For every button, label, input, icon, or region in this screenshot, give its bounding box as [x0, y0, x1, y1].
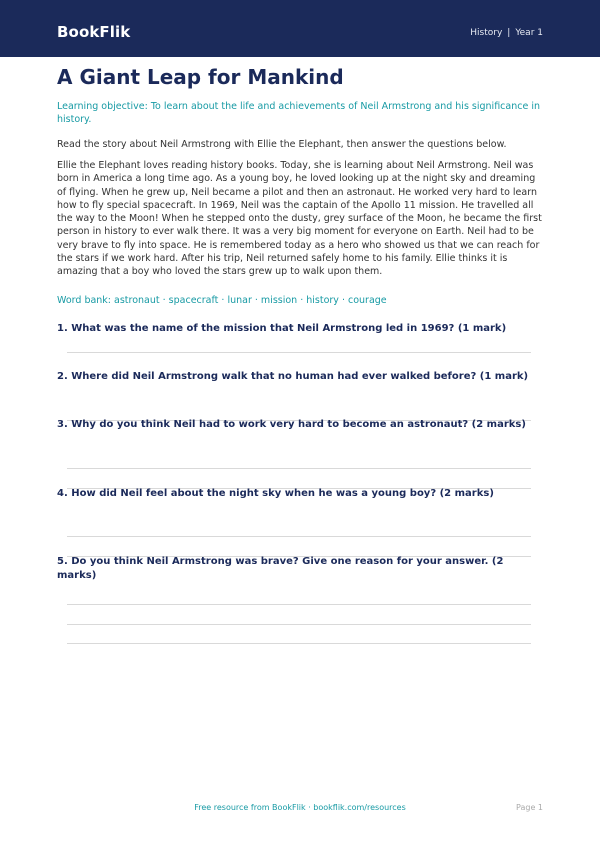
- footer-text[interactable]: Free resource from BookFlik · bookflik.com/resources: [194, 803, 406, 812]
- separator: |: [507, 28, 511, 38]
- learning-objective: Learning objective: To learn about the life and achievements of Neil Armstrong and his significance in history.: [57, 101, 540, 125]
- subject-label: History: [470, 28, 503, 38]
- story-text: Ellie the Elephant loves reading history books. Today, she is learning about Neil Armstrong. Neil was born in America a long time ago. As a young boy, he loved looking up at the night sky and dreaming of flying. When he grew up, Neil became a pilot and then an astronaut. He worked very hard to learn how to fly special spacecraft. In 1969, Neil was the captain of the Apollo 11 mission. He travelled all the way to the Moon! When he stepped onto the dusty, grey surface of the Moon, he became the first person in history to ever walk there. It was a very big moment for everyone on Earth. Neil had to be very brave to fly into space. He is remembered today as a hero who showed us that we can reach for the stars if we work hard. After his trip, Neil returned safely home to his family. Ellie thinks it is amazing that a boy who loved the stars grew up to walk upon them.: [57, 160, 542, 278]
- answer-line[interactable]: [67, 643, 531, 644]
- header-meta: [470, 27, 543, 39]
- page-title: A Giant Leap for Mankind: [57, 65, 344, 89]
- instructions: Read the story about Neil Armstrong with Ellie the Elephant, then answer the questions below.: [57, 139, 507, 150]
- year-label: Year 1: [515, 28, 543, 38]
- answer-line[interactable]: [67, 624, 531, 625]
- answer-line[interactable]: [67, 604, 531, 605]
- brand-logo[interactable]: BookFlik: [57, 23, 131, 41]
- word-bank: Word bank: astronaut · spacecraft · lunar · mission · history · courage: [57, 294, 387, 306]
- question-3: 3. Why do you think Neil had to work very hard to become an astronaut? (2 marks): [57, 419, 526, 430]
- answer-line[interactable]: [67, 468, 531, 469]
- answer-line[interactable]: [67, 536, 531, 537]
- answer-line[interactable]: [67, 352, 531, 353]
- question-5: 5. Do you think Neil Armstrong was brave? Give one reason for your answer. (2 marks): [57, 556, 504, 581]
- page-number: Page 1: [516, 803, 543, 812]
- header-bar: [0, 0, 600, 57]
- question-2: 2. Where did Neil Armstrong walk that no human had ever walked before? (1 mark): [57, 371, 529, 382]
- question-4: 4. How did Neil feel about the night sky when he was a young boy? (2 marks): [57, 488, 494, 499]
- worksheet-content: [57, 64, 543, 307]
- question-1: 1. What was the name of the mission that Neil Armstrong led in 1969? (1 mark): [57, 323, 507, 334]
